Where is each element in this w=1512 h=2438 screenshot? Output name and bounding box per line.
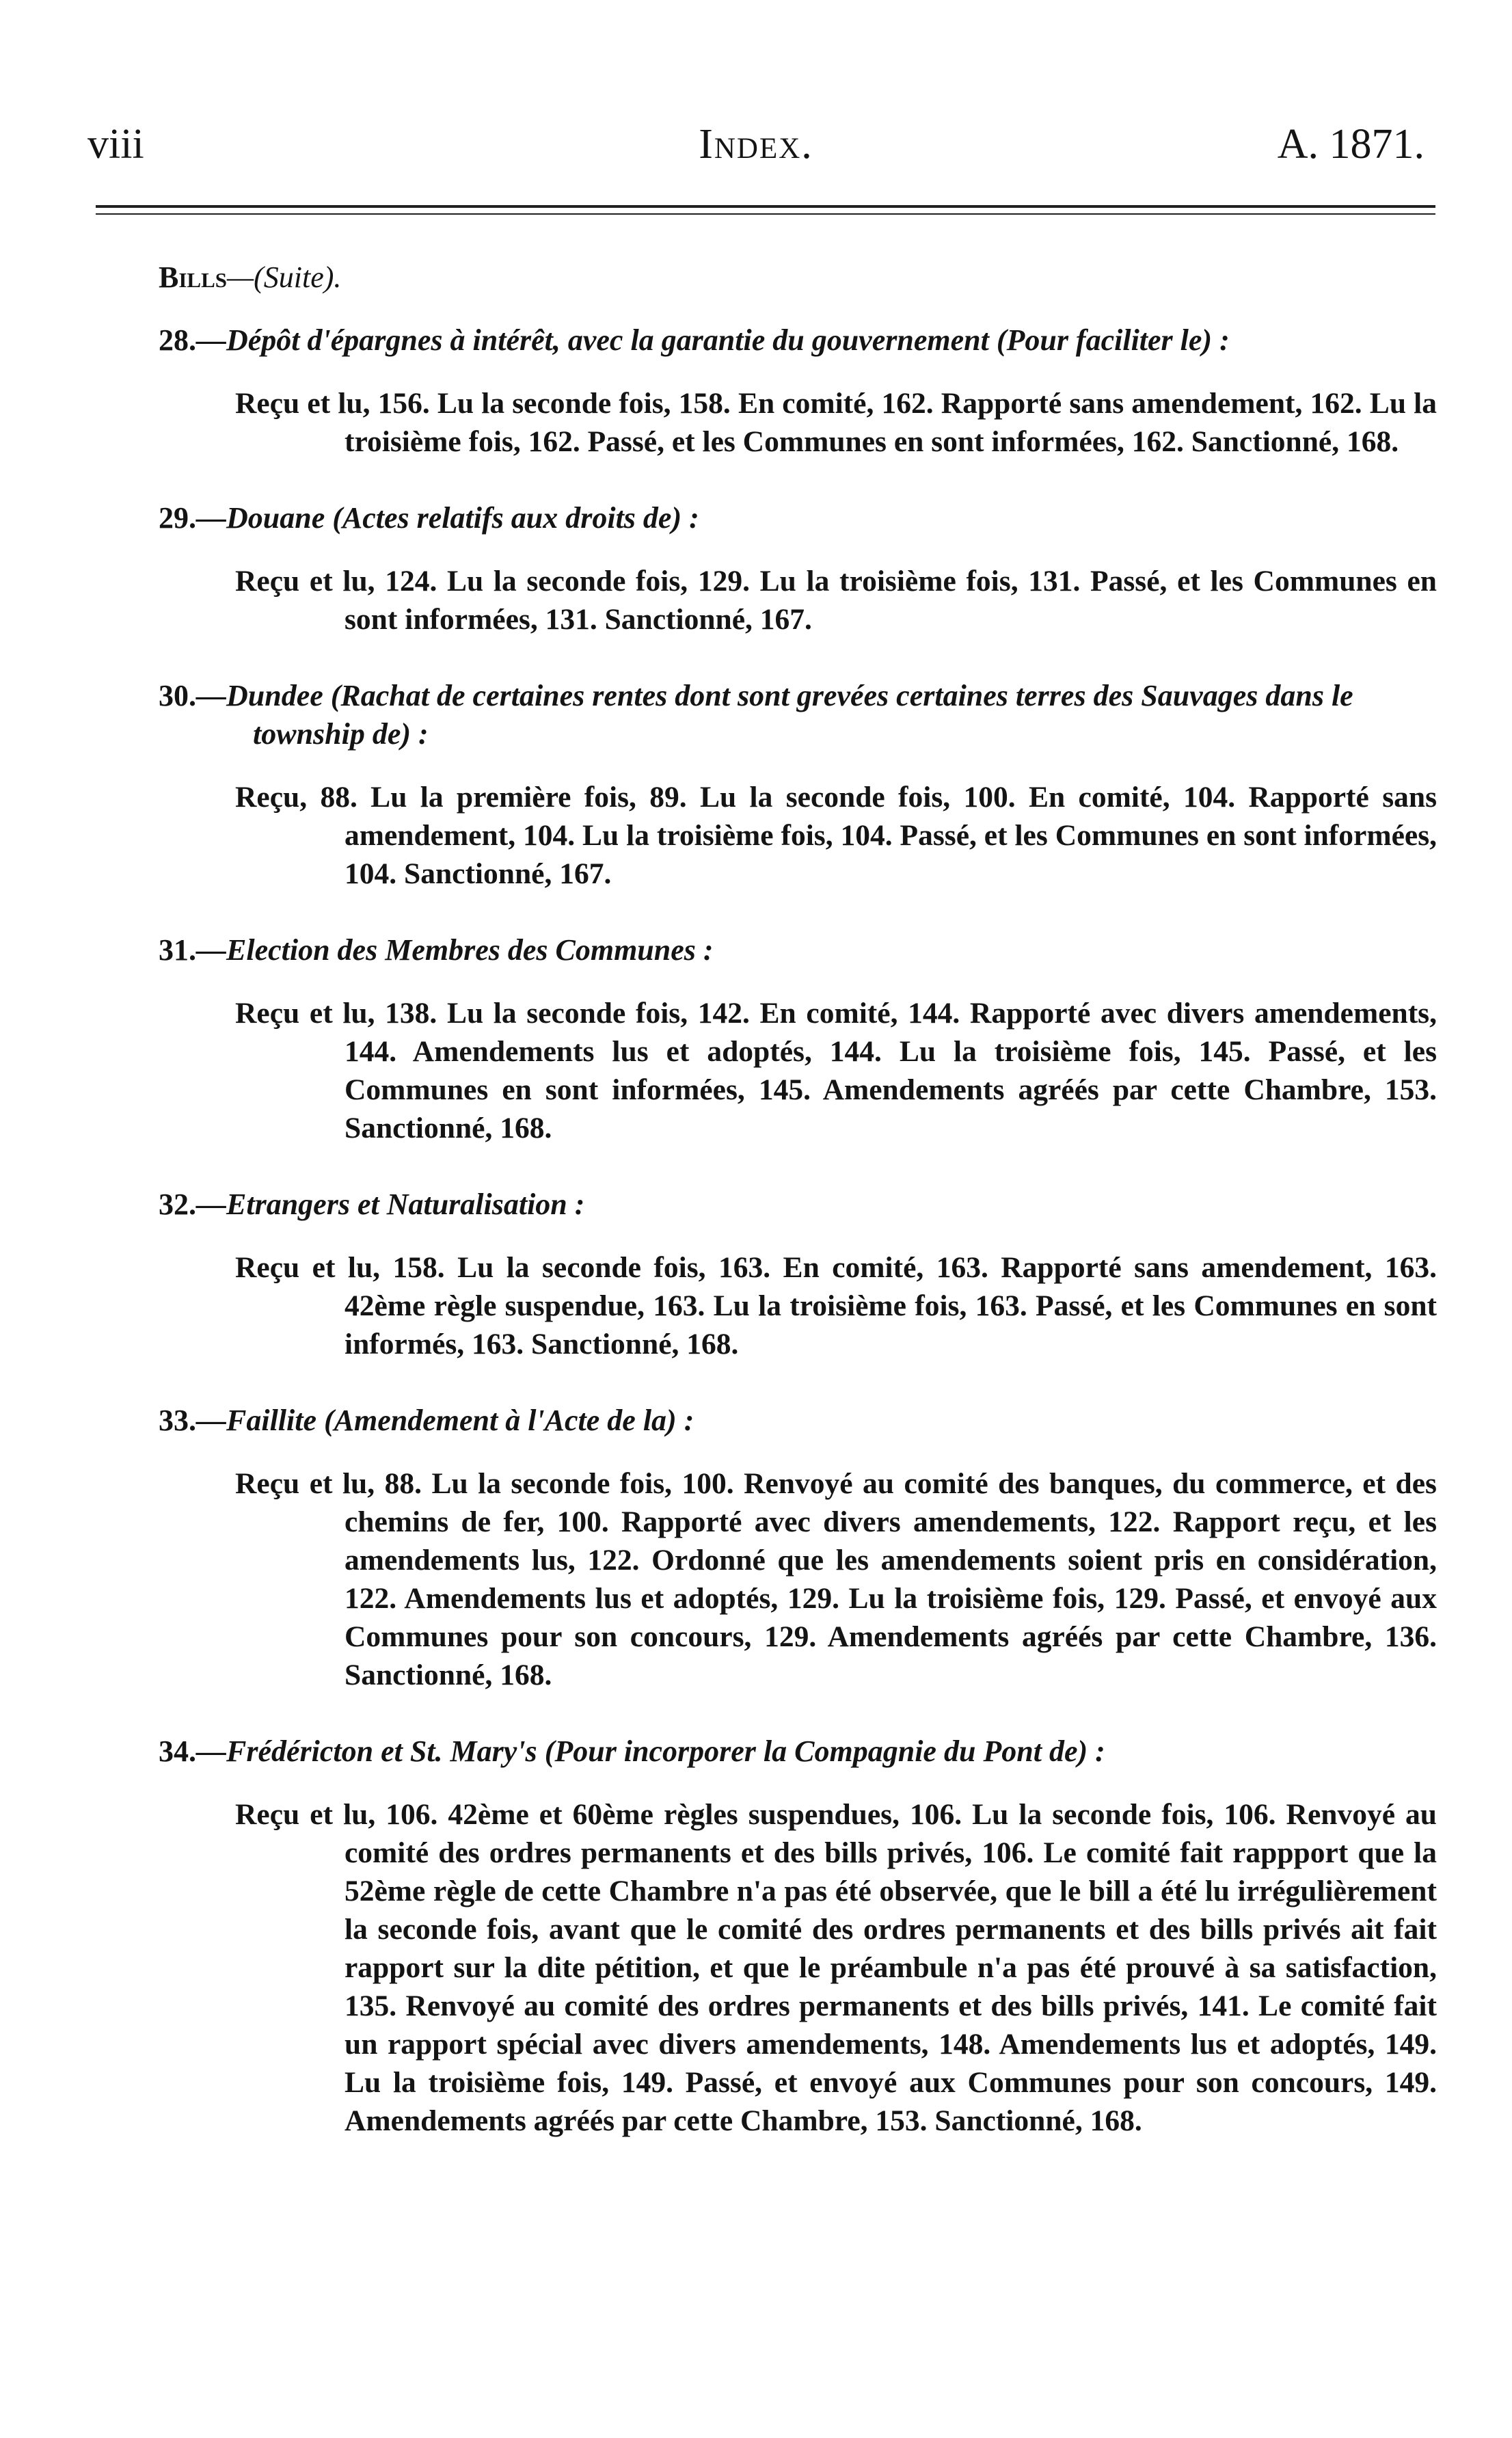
- entry-title: [159, 677, 1437, 753]
- entry-body: Reçu et lu, 106. 42ème et 60ème règles suspendues, 106. Lu la seconde fois, 106. Renvoyé au comité des ordres permanents et des bills privés, 106. Le comité fait rappport que la 52ème règle de cette Chambre n'a pas été observée, que le bill a été lu irrégulièrement la seconde fois, avant que le comité des ordres permanents et des bills privés ait fait rapport sur la dite pétition, et que le préambule n'a pas été prouvé à sa satisfaction, 135. Renvoyé au comité des ordres permanents et des bills privés, 141. Le comité fait un rapport spécial avec divers amendements, 148. Amendements lus et adoptés, 149. Lu la troisième fois, 149. Passé, et envoyé aux Communes pour son concours, 149. Amendements agréés par cette Chambre, 153. Sanctionné, 168.: [235, 1798, 1437, 2137]
- entry-number: 32.: [159, 1188, 196, 1221]
- entry-qualifier: (Amendement à l'Acte de la) :: [324, 1404, 694, 1437]
- entry-body: Reçu et lu, 156. Lu la seconde fois, 158. En comité, 162. Rapporté sans amendement, 162. Lu la troisième fois, 162. Passé, et les Communes en sont informées, 162. Sanctionné, 168.: [235, 387, 1437, 458]
- entry-title: [159, 499, 1437, 537]
- index-entry: [159, 1402, 1437, 1694]
- entry-body: Reçu et lu, 158. Lu la seconde fois, 163. En comité, 163. Rapporté sans amendement, 163. 42ème règle suspendue, 163. Lu la troisième fois, 163. Passé, et les Communes en sont informés, 163. Sanctionné, 168.: [235, 1251, 1437, 1361]
- section-heading: [159, 260, 341, 295]
- entry-subject: —Etrangers et Naturalisation :: [196, 1188, 585, 1221]
- entry-body: Reçu et lu, 88. Lu la seconde fois, 100. Renvoyé au comité des banques, du commerce, et des chemins de fer, 100. Rapporté avec divers amendements, 122. Rapport reçu, et les amendements lus, 122. Ordonné que les amendements soient pris en considération, 122. Amendements lus et adoptés, 129. Lu la troisième fois, 129. Passé, et envoyé aux Communes pour son concours, 129. Amendements agréés par cette Chambre, 136. Sanctionné, 168.: [235, 1467, 1437, 1691]
- entry-number: 33.: [159, 1404, 196, 1437]
- entry-subject: —Dundee: [196, 679, 323, 712]
- running-head: [87, 120, 1425, 175]
- index-entry: [159, 931, 1437, 1147]
- entry-qualifier: (Pour faciliter le) :: [996, 323, 1230, 357]
- year-label: A. 1871.: [1277, 121, 1425, 168]
- index-entry: [159, 499, 1437, 639]
- entry-subject: —Faillite: [196, 1404, 316, 1437]
- entry-qualifier: (Actes relatifs aux droits de) :: [332, 501, 699, 535]
- index-entries: [159, 321, 1437, 2178]
- header-rule-thin: [96, 213, 1435, 215]
- entry-title: [159, 931, 1437, 969]
- entry-body: Reçu et lu, 124. Lu la seconde fois, 129. Lu la troisième fois, 131. Passé, et les Communes en sont informées, 131. Sanctionné, 167.: [235, 565, 1437, 636]
- entry-qualifier: (Pour incorporer la Compagnie du Pont de) :: [544, 1734, 1105, 1768]
- entry-number: 34.: [159, 1734, 196, 1768]
- index-entry: [159, 677, 1437, 893]
- section-label: Bills: [159, 260, 228, 294]
- page-number: viii: [87, 121, 144, 168]
- section-continuation: —(Suite).: [227, 260, 342, 294]
- index-entry: [159, 1185, 1437, 1363]
- header-rule: [96, 205, 1435, 208]
- entry-subject: —Frédéricton et St. Mary's: [196, 1734, 537, 1768]
- entry-number: 28.: [159, 323, 196, 357]
- entry-subject: —Election des Membres des Communes :: [196, 933, 714, 967]
- entry-subject: —Douane: [196, 501, 325, 535]
- entry-body: Reçu et lu, 138. Lu la seconde fois, 142. En comité, 144. Rapporté avec divers amendements, 144. Amendements lus et adoptés, 144. Lu la troisième fois, 145. Passé, et les Communes en sont informées, 145. Amendements agréés par cette Chambre, 153. Sanctionné, 168.: [235, 997, 1437, 1144]
- entry-number: 29.: [159, 501, 196, 535]
- entry-title: [159, 1185, 1437, 1224]
- page-title: Index.: [699, 121, 813, 168]
- entry-number: 30.: [159, 679, 196, 712]
- entry-body: Reçu, 88. Lu la première fois, 89. Lu la seconde fois, 100. En comité, 104. Rapporté sans amendement, 104. Lu la troisième fois, 104. Passé, et les Communes en sont informées, 104. Sanctionné, 167.: [235, 781, 1437, 890]
- index-entry: [159, 1732, 1437, 2140]
- entry-subject: —Dépôt d'épargnes à intérêt, avec la garantie du gouvernement: [196, 323, 989, 357]
- entry-number: 31.: [159, 933, 196, 967]
- entry-title: [159, 1732, 1437, 1771]
- entry-qualifier: (Rachat de certaines rentes dont sont grevées certaines terres des Sauvages dans le township de) :: [253, 679, 1353, 751]
- index-entry: [159, 321, 1437, 461]
- entry-title: [159, 1402, 1437, 1440]
- entry-title: [159, 321, 1437, 360]
